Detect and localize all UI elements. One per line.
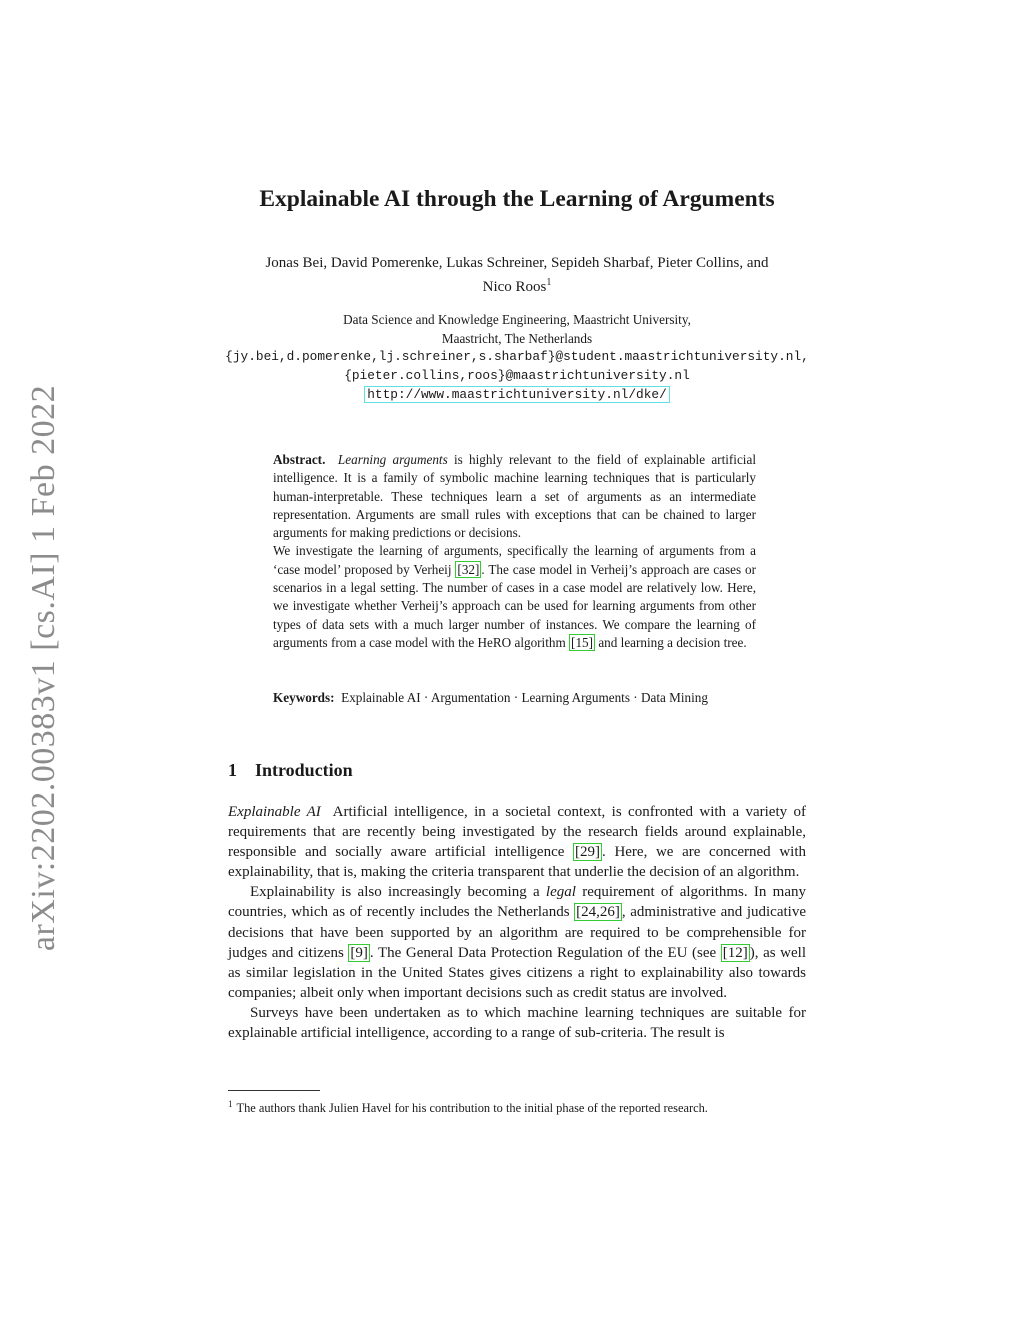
author-list [228, 254, 806, 297]
affiliation-line-2: Maastricht, The Netherlands [441, 330, 593, 346]
keywords-text: Explainable AI · Argumentation · Learning Arguments · Data Mining [341, 690, 708, 705]
intro-paragraph-1 [228, 802, 810, 882]
footnote-marker: 1 [546, 277, 552, 288]
intro-text-2c: , administrative and judicative decisions that have been supported by an algorithm are required to be comprehensible for judges and citizens [228, 904, 806, 961]
citation-link[interactable]: [9] [350, 944, 368, 961]
intro-run-in-heading: Explainable AI [228, 804, 321, 820]
footnote-rule [228, 1090, 320, 1091]
abstract-lead: Learning arguments [337, 452, 448, 467]
citation-link[interactable]: [15] [571, 634, 594, 650]
abstract-paragraph-1 [273, 451, 756, 542]
footnote-number: 1 [228, 1099, 233, 1109]
keywords [273, 689, 756, 707]
citation-link[interactable]: [32] [457, 561, 480, 577]
author-line-1: Jonas Bei, David Pomerenke, Lukas Schreiner, Sepideh Sharbaf, Pieter Collins, and [265, 255, 769, 271]
abstract-paragraph-2 [273, 542, 756, 652]
email-line-2: {pieter.collins,roos}@maastrichtuniversity.nl [344, 367, 690, 383]
abstract-text-2a: We investigate the learning of arguments, specifically the learning of arguments from a ‘case model’ proposed by Verheij [273, 543, 756, 577]
intro-paragraph-3: Surveys have been undertaken as to which machine learning techniques are suitable for explainable artificial intelligence, according to a range of sub-criteria. The result is [228, 1004, 806, 1042]
intro-emphasis: legal [545, 884, 576, 901]
intro-text-1b: . Here, we are concerned with explainability, that is, making the criteria transparent that underlie the decision of an algorithm. [228, 844, 806, 881]
arxiv-stamp [18, 375, 70, 960]
citation-link[interactable]: [24,26] [576, 904, 620, 921]
paper-title: Explainable AI through the Learning of Arguments [259, 186, 775, 212]
introduction-body [228, 802, 810, 1043]
footnote-text: The authors thank Julien Havel for his contribution to the initial phase of the reported research. [236, 1101, 708, 1116]
abstract [273, 451, 756, 652]
intro-paragraph-2 [228, 882, 806, 1003]
abstract-text-2c: and learning a decision tree. [595, 634, 747, 650]
section-heading [228, 760, 353, 781]
intro-text-2a: Explainability is also increasingly becoming a [250, 884, 546, 901]
citation-link[interactable]: [12] [722, 944, 748, 961]
section-title: Introduction [255, 760, 353, 780]
author-last: Nico Roos [482, 279, 547, 295]
email-line-1: {jy.bei,d.pomerenke,lj.schreiner,s.sharbaf}@student.maastrichtuniversity.nl, [225, 349, 809, 364]
affiliation-line-1: Data Science and Knowledge Engineering, Maastricht University, [343, 312, 691, 327]
intro-text-1a: Artificial intelligence, in a societal context, is confronted with a variety of requirements that are recently being investigated by the research fields around explainable, responsible and socially aware artificial intelligence [228, 804, 810, 861]
arxiv-stamp-text: arXiv:2202.00383v1 [cs.AI] 1 Feb 2022 [25, 384, 63, 951]
abstract-text-2b: . The case model in Verheij’s approach are cases or scenarios in a legal setting. The number of cases in a case model are relatively low. Here, we investigate whether Verheij’s approach can be used for learning arguments from other types of data sets with a much larger number of instances. We compare the learning of arguments from a case model with the HeRO algorithm [273, 561, 756, 650]
section-number: 1 [228, 760, 237, 780]
keywords-label: Keywords: [273, 690, 335, 705]
citation-link[interactable]: [29] [575, 844, 601, 861]
abstract-label: Abstract. [273, 452, 326, 467]
intro-text-2d: . The General Data Protection Regulation of the EU (see [369, 944, 721, 961]
abstract-text-1: is highly relevant to the field of explainable artificial intelligence. It is a family of symbolic machine learning techniques that is particularly human-interpretable. These techniques learn a set of arguments as an intermediate representation. Arguments are small rules with exceptions that can be chained to larger arguments for making predictions or decisions. [273, 452, 756, 541]
intro-text-2b: requirement of algorithms. In many countries, which as of recently includes the Netherlands [228, 884, 806, 921]
intro-text-2e: ), as well as similar legislation in the United States gives citizens a right to explainability also towards companies; albeit only when important decisions such as credit status are involved. [228, 944, 806, 1001]
author-line-2 [228, 273, 806, 297]
footnote [228, 1096, 828, 1116]
affiliation-block [218, 311, 816, 404]
department-url-link[interactable]: http://www.maastrichtuniversity.nl/dke/ [364, 386, 670, 403]
